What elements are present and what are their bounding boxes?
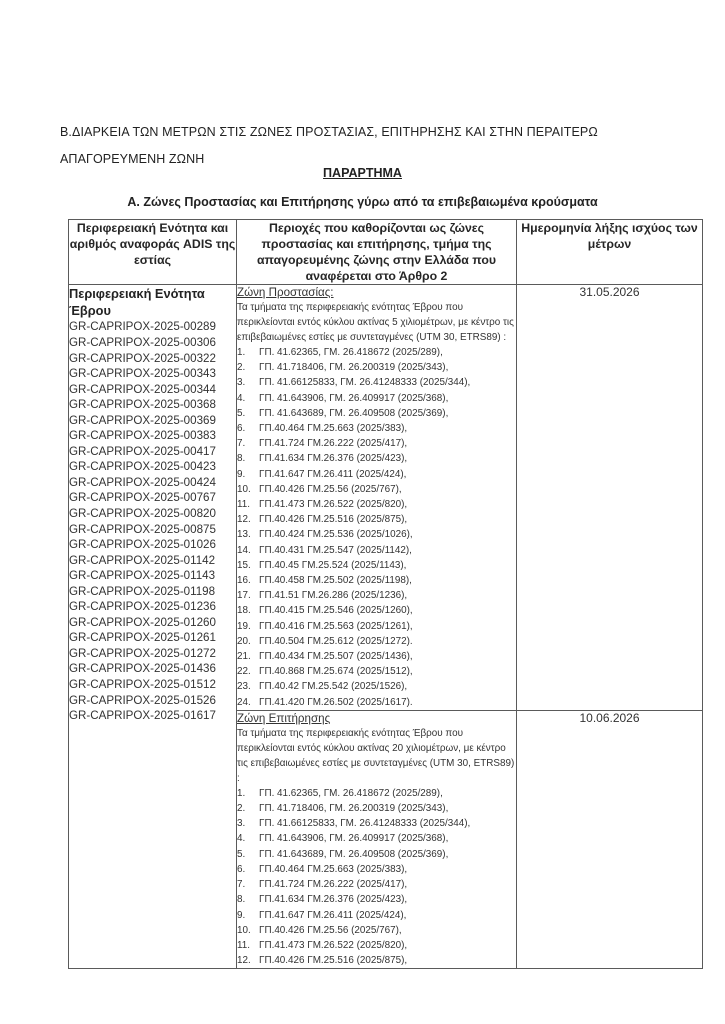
coordinate-item (237, 375, 516, 390)
adis-reference-item: GR-CAPRIPOX-2025-00875 (69, 522, 216, 536)
coordinate-number: 15. (237, 559, 251, 571)
coordinate-number: 5. (237, 848, 246, 860)
coordinate-number: 1. (237, 347, 246, 358)
coordinate-item (237, 786, 516, 801)
coordinate-item (237, 816, 516, 831)
coordinate-number: 9. (237, 909, 246, 921)
coordinate-item (237, 588, 516, 603)
coordinate-item (237, 908, 516, 923)
coordinate-number: 19. (237, 620, 251, 632)
region-cell (69, 285, 237, 969)
coordinate-item (237, 543, 516, 558)
coordinate-text: ΓΠ.40.415 ΓΜ.25.546 (2025/1260), (259, 605, 413, 617)
coordinate-number: 12. (237, 955, 251, 967)
coordinate-text: ΓΠ.40.464 ΓΜ.25.663 (2025/383), (259, 423, 408, 435)
region-name: Περιφερειακή Ενότητα Έβρου (69, 286, 205, 319)
coordinate-item (237, 877, 516, 892)
coordinate-item (237, 512, 516, 527)
coordinate-number: 10. (237, 924, 251, 936)
coordinate-item (237, 649, 516, 664)
coordinate-number: 4. (237, 392, 246, 404)
coordinate-item (237, 831, 516, 846)
adis-reference-item: GR-CAPRIPOX-2025-01436 (69, 662, 216, 676)
adis-reference-item: GR-CAPRIPOX-2025-00424 (69, 475, 216, 489)
coordinate-item (237, 451, 516, 466)
coordinate-text: ΓΠ.41.51 ΓΜ.26.286 (2025/1236), (259, 590, 408, 602)
coordinate-number: 7. (237, 879, 246, 891)
coordinate-number: 8. (237, 453, 246, 465)
adis-reference-item: GR-CAPRIPOX-2025-00369 (69, 413, 216, 427)
coordinate-number: 24. (237, 696, 251, 708)
adis-reference-item: GR-CAPRIPOX-2025-00423 (69, 460, 216, 474)
coordinate-item (237, 923, 516, 938)
coordinate-item (237, 892, 516, 907)
coordinate-text: ΓΠ.40.434 ΓΜ.25.507 (2025/1436), (259, 651, 413, 663)
coordinate-text: ΓΠ. 41.643689, ΓΜ. 26.409508 (2025/369), (259, 407, 449, 419)
coordinate-text: ΓΠ.41.420 ΓΜ.26.502 (2025/1617). (259, 696, 413, 708)
coordinate-text: ΓΠ.40.458 ΓΜ.25.502 (2025/1198), (259, 575, 412, 587)
coordinate-text: ΓΠ.40.426 ΓΜ.25.56 (2025/767), (259, 924, 402, 936)
coordinate-text: ΓΠ.41.724 ΓΜ.26.222 (2025/417), (259, 879, 408, 891)
coordinate-text: ΓΠ. 41.718406, ΓΜ. 26.200319 (2025/343), (259, 362, 449, 374)
adis-reference-item: GR-CAPRIPOX-2025-00343 (69, 367, 216, 381)
coordinate-text: ΓΠ.40.504 ΓΜ.25.612 (2025/1272). (259, 635, 413, 647)
coordinate-number: 16. (237, 575, 251, 587)
adis-reference-item: GR-CAPRIPOX-2025-01617 (69, 709, 216, 723)
coordinate-item (237, 664, 516, 679)
adis-reference-item: GR-CAPRIPOX-2025-00306 (69, 335, 216, 349)
coordinate-text: ΓΠ.41.473 ΓΜ.26.522 (2025/820), (259, 499, 408, 511)
coordinate-number: 2. (237, 803, 246, 815)
coordinate-number: 23. (237, 681, 251, 693)
coordinate-item (237, 391, 516, 406)
coordinate-item (237, 421, 516, 436)
protection-end-date: 31.05.2026 (517, 285, 703, 711)
adis-reference-item: GR-CAPRIPOX-2025-01272 (69, 646, 216, 660)
coordinate-item (237, 695, 516, 710)
coordinate-item (237, 603, 516, 618)
coordinate-item (237, 558, 516, 573)
coordinate-text: ΓΠ.40.426 ΓΜ.25.56 (2025/767), (259, 483, 402, 495)
coordinate-text: ΓΠ. 41.718406, ΓΜ. 26.200319 (2025/343), (259, 803, 449, 815)
coordinate-item (237, 360, 516, 375)
coordinate-text: ΓΠ. 41.66125833, ΓΜ. 26.41248333 (2025/344), (259, 818, 471, 830)
coordinate-number: 3. (237, 377, 246, 389)
section-b-heading: Β.ΔΙΑΡΚΕΙΑ ΤΩΝ ΜΕΤΡΩΝ ΣΤΙΣ ΖΩΝΕΣ ΠΡΟΣΤΑΣΙΑΣ, ΕΠΙΤΗΡΗΣΗΣ ΚΑΙ ΣΤΗΝ ΠΕΡΑΙΤΕΡΩ ΑΠΑΓΟΡΕΥΜΕΝΗ ΖΩΝΗ (60, 125, 598, 166)
coordinate-text: ΓΠ.40.42 ΓΜ.25.542 (2025/1526), (259, 681, 408, 693)
coordinate-text: ΓΠ.40.464 ΓΜ.25.663 (2025/383), (259, 863, 408, 875)
section-a-heading: Α. Ζώνες Προστασίας και Επιτήρησης γύρω από τα επιβεβαιωμένα κρούσματα (127, 195, 598, 209)
coordinate-text: ΓΠ. 41.643906, ΓΜ. 26.409917 (2025/368), (259, 392, 449, 404)
coordinate-item (237, 406, 516, 421)
coordinate-text: ΓΠ.40.416 ΓΜ.25.563 (2025/1261), (259, 620, 413, 632)
coordinate-number: 22. (237, 666, 251, 678)
coordinate-number: 6. (237, 863, 246, 875)
coordinate-number: 1. (237, 787, 246, 799)
adis-reference-item: GR-CAPRIPOX-2025-01198 (69, 584, 216, 598)
coordinate-item (237, 497, 516, 512)
adis-reference-item: GR-CAPRIPOX-2025-00322 (69, 351, 216, 365)
surveillance-zone-description: Τα τμήματα της περιφερειακής ενότητας Έβρου που περικλείονται εντός κύκλου ακτίνας 20 χιλιομέτρων, με κέντρο τις επιβεβαιωμένες εστίες με συντεταγμένες (UTM 30, ETRS89) : (237, 727, 515, 784)
table-row-protection (69, 285, 703, 711)
coordinate-text: ΓΠ.40.868 ΓΜ.25.674 (2025/1512), (259, 666, 413, 678)
coordinate-item (237, 619, 516, 634)
adis-reference-item: GR-CAPRIPOX-2025-00383 (69, 429, 216, 443)
adis-reference-item: GR-CAPRIPOX-2025-00289 (69, 320, 216, 334)
adis-reference-item: GR-CAPRIPOX-2025-01236 (69, 600, 216, 614)
coordinate-number: 11. (237, 499, 250, 511)
zones-table (68, 219, 703, 969)
coordinate-number: 12. (237, 514, 251, 526)
header-region-adis: Περιφερειακή Ενότητα και αριθμός αναφοράς ADIS της εστίας (69, 220, 237, 285)
coordinate-text: ΓΠ. 41.62365, ΓΜ. 26.418672 (2025/289), (259, 787, 443, 799)
adis-reference-item: GR-CAPRIPOX-2025-01026 (69, 538, 216, 552)
adis-reference-item: GR-CAPRIPOX-2025-01512 (69, 677, 216, 691)
coordinate-number: 14. (237, 544, 251, 556)
adis-reference-item: GR-CAPRIPOX-2025-01143 (69, 569, 216, 583)
coordinate-item (237, 679, 516, 694)
header-zones-areas: Περιοχές που καθορίζονται ως ζώνες προστασίας και επιτήρησης, τμήμα της απαγορευμένης ζώνης στην Ελλάδα που αναφέρεται στο Άρθρο 2 (237, 220, 517, 285)
table-header-row (69, 220, 703, 285)
coordinate-item (237, 953, 516, 968)
coordinate-item (237, 467, 516, 482)
adis-reference-item: GR-CAPRIPOX-2025-00767 (69, 491, 216, 505)
coordinate-number: 20. (237, 635, 251, 647)
protection-coordinates-list (237, 345, 516, 710)
coordinate-text: ΓΠ.40.431 ΓΜ.25.547 (2025/1142), (259, 544, 412, 556)
coordinate-number: 10. (237, 483, 251, 495)
adis-reference-item: GR-CAPRIPOX-2025-01526 (69, 693, 216, 707)
adis-reference-item: GR-CAPRIPOX-2025-00820 (69, 506, 216, 520)
adis-reference-item: GR-CAPRIPOX-2025-01261 (69, 631, 216, 645)
coordinate-text: ΓΠ.40.426 ΓΜ.25.516 (2025/875), (259, 514, 408, 526)
coordinate-text: ΓΠ.41.647 ΓΜ.26.411 (2025/424), (259, 909, 407, 921)
protection-zone-description: Τα τμήματα της περιφερειακής ενότητας Έβρου που περικλείονται εντός κύκλου ακτίνας 5 χιλιομέτρων, με κέντρο τις επιβεβαιωμένες εστίες με συντεταγμένες (UTM 30, ETRS89) : (237, 302, 514, 343)
adis-reference-list (69, 319, 236, 723)
coordinate-item (237, 801, 516, 816)
protection-zone-title: Ζώνη Προστασίας: (237, 286, 334, 299)
coordinate-number: 2. (237, 362, 246, 374)
coordinate-text: ΓΠ.41.634 ΓΜ.26.376 (2025/423), (259, 894, 408, 906)
coordinate-number: 3. (237, 818, 246, 830)
coordinate-text: ΓΠ.40.45 ΓΜ.25.524 (2025/1143), (259, 559, 407, 571)
adis-reference-item: GR-CAPRIPOX-2025-00344 (69, 382, 216, 396)
coordinate-number: 9. (237, 468, 246, 480)
coordinate-number: 4. (237, 833, 246, 845)
coordinate-item (237, 573, 516, 588)
coordinate-number: 13. (237, 529, 251, 541)
coordinate-text: ΓΠ.41.647 ΓΜ.26.411 (2025/424), (259, 468, 407, 480)
annex-title: ΠΑΡΑΡΤΗΜΑ (323, 166, 402, 180)
coordinate-text: ΓΠ. 41.643906, ΓΜ. 26.409917 (2025/368), (259, 833, 449, 845)
coordinate-item (237, 862, 516, 877)
coordinate-text: ΓΠ. 41.62365, ΓΜ. 26.418672 (2025/289), (259, 347, 443, 358)
protection-zone-cell (237, 285, 517, 711)
coordinate-item (237, 527, 516, 542)
coordinate-item (237, 345, 516, 360)
adis-reference-item: GR-CAPRIPOX-2025-01260 (69, 615, 216, 629)
coordinate-text: ΓΠ.41.634 ΓΜ.26.376 (2025/423), (259, 453, 408, 465)
surveillance-coordinates-list (237, 786, 516, 968)
coordinate-number: 6. (237, 423, 246, 435)
header-end-date: Ημερομηνία λήξης ισχύος των μέτρων (517, 220, 703, 285)
coordinate-number: 21. (237, 651, 251, 663)
coordinate-text: ΓΠ.40.426 ΓΜ.25.516 (2025/875), (259, 955, 408, 967)
surveillance-zone-cell (237, 710, 517, 968)
coordinate-text: ΓΠ. 41.66125833, ΓΜ. 26.41248333 (2025/344), (259, 377, 471, 389)
adis-reference-item: GR-CAPRIPOX-2025-00417 (69, 444, 216, 458)
coordinate-number: 7. (237, 438, 246, 450)
coordinate-text: ΓΠ. 41.643689, ΓΜ. 26.409508 (2025/369), (259, 848, 449, 860)
adis-reference-item: GR-CAPRIPOX-2025-00368 (69, 398, 216, 412)
coordinate-number: 11. (237, 939, 250, 951)
surveillance-end-date: 10.06.2026 (517, 710, 703, 968)
coordinate-number: 18. (237, 605, 251, 617)
coordinate-text: ΓΠ.40.424 ΓΜ.25.536 (2025/1026), (259, 529, 413, 541)
adis-reference-item: GR-CAPRIPOX-2025-01142 (69, 553, 216, 567)
coordinate-item (237, 938, 516, 953)
coordinate-item (237, 634, 516, 649)
surveillance-zone-title: Ζώνη Επιτήρησης (237, 711, 331, 725)
coordinate-text: ΓΠ.41.473 ΓΜ.26.522 (2025/820), (259, 939, 408, 951)
coordinate-number: 17. (237, 590, 251, 602)
coordinate-item (237, 482, 516, 497)
coordinate-number: 8. (237, 894, 246, 906)
coordinate-item (237, 436, 516, 451)
coordinate-text: ΓΠ.41.724 ΓΜ.26.222 (2025/417), (259, 438, 408, 450)
coordinate-number: 5. (237, 407, 246, 419)
coordinate-item (237, 847, 516, 862)
